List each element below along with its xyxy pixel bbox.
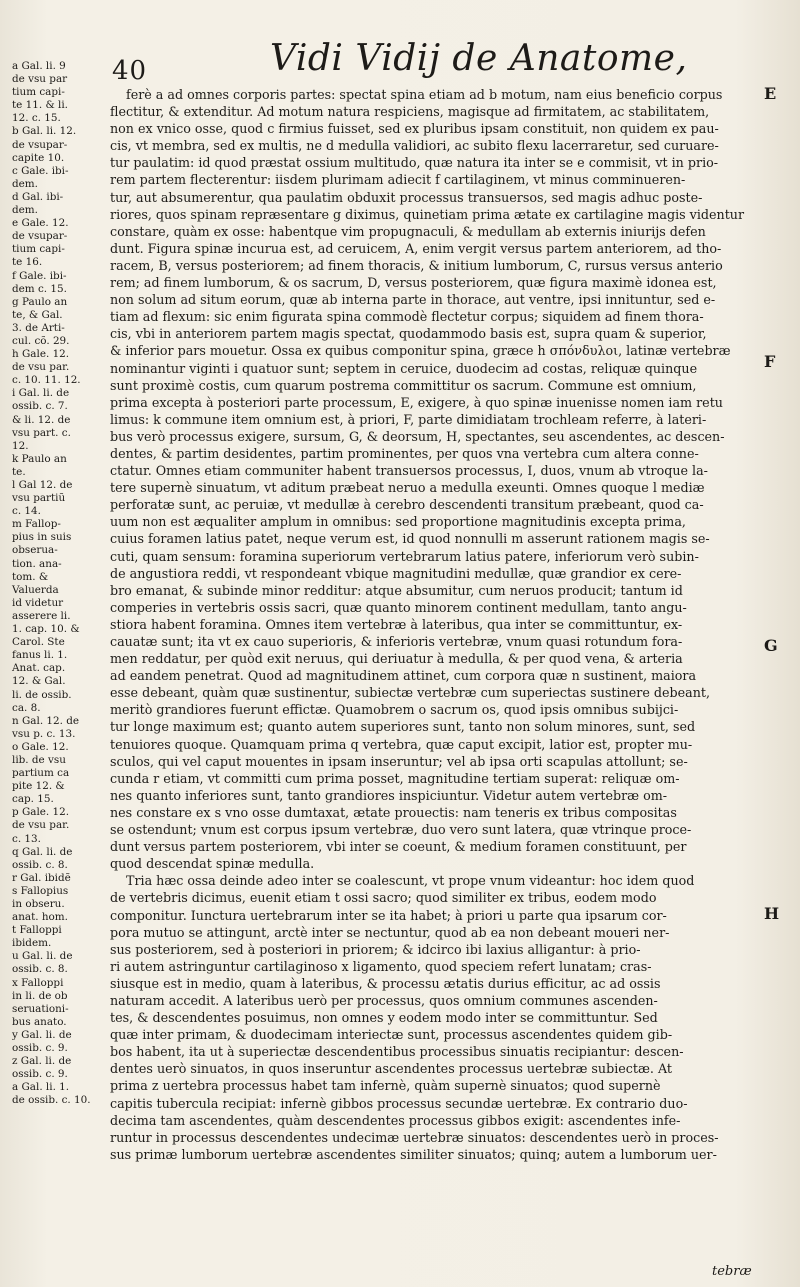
text-line: constare, quàm ex osse: habentque vim propugnaculi, & medullam ab externis iniurijs defen xyxy=(110,223,706,239)
margin-note-line: y Gal. li. de xyxy=(12,1028,72,1041)
text-line: sus posteriorem, sed à posteriori in priorem; & idcirco ibi laxius alligantur: à prio- xyxy=(110,941,641,957)
text-line: dentes uerò sinuatos, in quos inseruntur ascendentes processus uertebræ subiectæ. At xyxy=(110,1061,673,1077)
text-line: dentes, & partim desidentes, partim prominentes, per quos vna vertebra cum altera conne- xyxy=(110,445,699,461)
text-line: tur longe maximum est; quanto autem superiores sunt, tanto non solum minores, sunt, sed xyxy=(110,719,696,735)
margin-note-line: de vsu par. xyxy=(12,361,70,374)
margin-note-line: te 16. xyxy=(12,256,43,269)
text-line: nes constare ex s vno osse dumtaxat, ætate prouectis: nam teneris ex tribus compositas xyxy=(110,804,677,820)
margin-note-line: ossib. c. 7. xyxy=(12,400,68,413)
margin-note-line: 1. cap. 10. & xyxy=(12,623,80,636)
text-line: componitur. Iunctura uertebrarum inter se ita habet; à priori u parte qua ipsarum cor- xyxy=(110,907,667,923)
text-line: decima tam ascendentes, quàm descendentes processus gibbos exigit: ascendentes infe- xyxy=(110,1112,681,1128)
text-line: meritò grandiores fuerunt effictæ. Quamobrem o sacrum os, quod ipsis omnibus subijci- xyxy=(110,702,679,718)
margin-letter-h: H xyxy=(764,904,780,923)
left-margin-notes xyxy=(12,60,110,1108)
margin-note-line: de vsupar- xyxy=(12,230,68,243)
margin-note-line: bus anato. xyxy=(12,1015,67,1028)
margin-note-line: 12. c. 15. xyxy=(12,112,61,125)
text-line: non ex vnico osse, quod c firmius fuisset, sed ex pluribus ipsam constituit, non quidem ex pau- xyxy=(110,121,719,137)
margin-note-line: q Gal. li. de xyxy=(12,845,73,858)
margin-letter-f: F xyxy=(764,352,776,371)
text-line: ctatur. Omnes etiam communiter habent transuersos processus, I, duos, vnum ab vtroque la- xyxy=(110,463,708,479)
margin-note-line: cul. cõ. 29. xyxy=(12,334,70,347)
margin-note-line: ca. 8. xyxy=(12,701,41,714)
margin-note-line: g Paulo an xyxy=(12,295,68,308)
margin-note-line: tium capi- xyxy=(12,86,65,99)
text-line: siusque est in medio, quam à lateribus, & processu ætatis durius efficitur, ac ad ossis xyxy=(110,975,661,991)
margin-note-line: cap. 15. xyxy=(12,793,54,806)
margin-note-line: Carol. Ste xyxy=(12,636,65,649)
margin-note-line: c. 10. 11. 12. xyxy=(12,374,81,387)
text-line: pora mutuo se attingunt, arctè inter se nectuntur, quod ab ea non debeant moueri ner- xyxy=(110,924,670,940)
text-line: uum non est æqualiter amplum in omnibus: sed proportione magnitudinis excepta prima, xyxy=(110,514,686,530)
margin-note-line: te, & Gal. xyxy=(12,308,63,321)
margin-note-line: capite 10. xyxy=(12,151,65,164)
text-line: cis, vt membra, sed ex multis, ne d medulla validiori, ac subito flexu lacerraretur, sed curuare- xyxy=(110,138,719,154)
text-line: tur, aut absumerentur, qua paulatim obduxit processus transuersos, sed magis adhuc poste- xyxy=(110,189,703,205)
margin-note-line: fanus li. 1. xyxy=(12,649,68,662)
margin-note-line: i Gal. li. de xyxy=(12,387,70,400)
text-line: bro emanat, & subinde minor redditur: atque absumitur, cum neruos producit; tantum id xyxy=(110,582,683,598)
text-line: prima z uertebra processus habet tam infernè, quàm supernè sinuatos; quod supernè xyxy=(110,1078,661,1094)
margin-note-line: tium capi- xyxy=(12,243,65,256)
text-line: dunt versus partem posteriorem, vbi inter se coeunt, & medium foramen constituunt, per xyxy=(110,839,687,855)
margin-note-line: de ossib. c. 10. xyxy=(12,1094,91,1107)
main-text-block xyxy=(110,86,760,1163)
margin-note-line: dem. xyxy=(12,204,38,217)
text-line: rem partem flecterentur: iisdem plurimam adiecit f cartilaginem, vt minus comminueren- xyxy=(110,172,686,188)
text-line: esse debeant, quàm quæ sustinentur, subiectæ vertebræ cum superiectas sustinere debeant, xyxy=(110,685,710,701)
text-line: tes, & descendentes posuimus, non omnes y eodem modo inter se committuntur. Sed xyxy=(110,1010,658,1026)
margin-note-line: vsu part. c. xyxy=(12,426,71,439)
text-line: stiora habent foramina. Omnes item vertebræ à lateribus, qua inter se committuntur, ex- xyxy=(110,616,683,632)
margin-note-line: p Gale. 12. xyxy=(12,806,70,819)
margin-note-line: a Gal. li. 9 xyxy=(12,60,66,72)
text-line: naturam accedit. A lateribus uerò per processus, quos omnium communes ascenden- xyxy=(110,992,658,1008)
text-line: tere supernè sinuatum, vt aditum præbeat neruo a medulla exeunti. Omnes quoque l mediæ xyxy=(110,480,705,496)
text-line: quæ inter primam, & duodecimam interiectæ sunt, processus ascendentes quidem gib- xyxy=(110,1027,673,1043)
text-line: bos habent, ita ut à superiectæ descendentibus processibus sinuatis recipiantur: descen- xyxy=(110,1044,684,1060)
text-line: rem; ad finem lumborum, & os sacrum, D, versus posteriorem, quæ figura maximè idonea est, xyxy=(110,275,717,291)
margin-note-line: te 11. & li. xyxy=(12,99,68,112)
margin-note-line: Anat. cap. xyxy=(12,662,66,675)
margin-note-line: u Gal. li. de xyxy=(12,950,73,963)
text-line: sunt proximè costis, cum quarum postrema committitur os sacrum. Commune est omnium, xyxy=(110,377,697,393)
margin-note-line: k Paulo an xyxy=(12,452,67,465)
margin-note-line: seruationi- xyxy=(12,1002,69,1015)
margin-note-line: asserere li. xyxy=(12,609,71,622)
margin-note-line: c. 14. xyxy=(12,505,41,518)
text-line: cunda r etiam, vt committi cum prima posset, magnitudine tertiam superat: reliquæ om- xyxy=(110,770,680,786)
margin-note-line: & li. 12. de xyxy=(12,413,71,426)
text-line: dunt. Figura spinæ incurua est, ad ceruicem, A, enim vergit versus partem anteriorem, ad tho- xyxy=(110,240,722,256)
text-line: cuti, quam sensum: foramina superiorum vertebrarum latius patere, inferiorum verò subin- xyxy=(110,548,699,564)
text-line: tiam ad flexum: sic enim figurata spina commodè flectetur corpus; siquidem ad finem thora- xyxy=(110,309,704,325)
margin-note-line: te. xyxy=(12,465,26,478)
text-line: ri autem astringuntur cartilaginoso x ligamento, quod speciem refert lunatam; cras- xyxy=(110,958,652,974)
margin-note-line: d Gal. ibi- xyxy=(12,190,64,203)
margin-note-line: ossib. c. 9. xyxy=(12,1068,68,1081)
margin-note-line: h Gale. 12. xyxy=(12,348,70,361)
margin-note-line: id videtur xyxy=(12,596,64,609)
margin-note-line: obserua- xyxy=(12,544,58,557)
text-line: comperies in vertebris ossis sacri, quæ quanto minorem continent medullam, tanto angu- xyxy=(110,599,687,615)
text-line: flectitur, & extenditur. Ad motum natura respiciens, magisque ad firmitatem, ac stabilitatem, xyxy=(110,104,710,120)
text-line: non solum ad situm eorum, quæ ab interna parte in thorace, aut ventre, ipsi innituntur, sed e- xyxy=(110,292,716,308)
text-line: ad eandem penetrat. Quod ad magnitudinem attinet, cum corpora quæ n sustinent, maiora xyxy=(110,668,697,684)
text-line: de vertebris dicimus, euenit etiam t ossi sacro; quod similiter ex tribus, eodem modo xyxy=(110,890,657,906)
margin-note-line: z Gal. li. de xyxy=(12,1055,72,1068)
text-line: runtur in processus descendentes undecimæ uertebræ sinuatos: descendentes uerò in proces- xyxy=(110,1129,719,1145)
margin-note-line: vsu partiũ xyxy=(12,492,66,505)
margin-note-line: ossib. c. 9. xyxy=(12,1042,68,1055)
text-line: cuius foramen latius patet, neque verum est, id quod nonnulli m asserunt rationem magis se- xyxy=(110,531,710,547)
text-line: racem, B, versus posteriorem; ad finem thoracis, & initium lumborum, C, rursus versus anterio xyxy=(110,257,723,273)
text-line: men reddatur, per quòd exit neruus, qui deriuatur à medulla, & per quod vena, & arteria xyxy=(110,651,683,667)
margin-note-line: in li. de ob xyxy=(12,989,68,1002)
margin-note-line: x Falloppi xyxy=(12,976,64,989)
margin-note-line: m Fallop- xyxy=(12,518,61,531)
text-line: se ostendunt; vnum est corpus ipsum vertebræ, duo vero sunt latera, quæ vtrinque proce- xyxy=(110,822,692,838)
text-line: limus: k commune item omnium est, à priori, F, parte dimidiatam trochleam referre, à lateri- xyxy=(110,411,707,427)
margin-note-line: Valuerda xyxy=(12,583,59,596)
margin-note-line: partium ca xyxy=(12,767,70,780)
text-line: riores, quos spinam repræsentare g diximus, quinetiam prima ætate ex cartilagine magis videntur xyxy=(110,206,745,222)
text-line: quod descendat spinæ medulla. xyxy=(110,856,315,872)
text-line: Tria hæc ossa deinde adeo inter se coalescunt, vt prope vnum videantur: hoc idem quod xyxy=(126,873,695,889)
margin-note-line: ossib. c. 8. xyxy=(12,858,68,871)
margin-note-line: vsu p. c. 13. xyxy=(12,727,76,740)
page-number: 40 xyxy=(112,56,148,86)
text-line: bus verò processus exigere, sursum, G, & deorsum, H, spectantes, seu ascendentes, ac descen- xyxy=(110,428,725,444)
margin-note-line: tom. & xyxy=(12,570,49,583)
margin-letter-e: E xyxy=(764,84,777,103)
text-line: de angustiora reddi, vt respondeant vbique magnitudini medullæ, quæ grandior ex cere- xyxy=(110,565,682,581)
margin-note-line: t Falloppi xyxy=(12,924,62,937)
margin-note-line: n Gal. 12. de xyxy=(12,714,80,727)
text-line: ferè a ad omnes corporis partes: spectat spina etiam ad b motum, nam eius beneficio corpus xyxy=(126,87,723,102)
margin-note-line: de vsu par. xyxy=(12,819,70,832)
margin-note-line: o Gale. 12. xyxy=(12,740,69,753)
margin-note-line: pite 12. & xyxy=(12,780,65,793)
margin-note-line: li. de ossib. xyxy=(12,688,72,701)
margin-note-line: de vsupar- xyxy=(12,138,68,151)
margin-note-line: a Gal. li. 1. xyxy=(12,1081,70,1094)
margin-note-line: lib. de vsu xyxy=(12,753,66,766)
text-line: prima excepta à posteriori parte processum, E, exigere, à quo spinæ inuenisse nomen iam retu xyxy=(110,394,723,410)
margin-note-line: r Gal. ibidẽ xyxy=(12,871,71,884)
margin-letter-g: G xyxy=(764,636,778,655)
margin-note-line: 3. de Arti- xyxy=(12,321,65,334)
text-line: & inferior pars mouetur. Ossa ex quibus componitur spina, græce h σπόνδυλοι, latinæ vertebræ xyxy=(110,343,731,359)
catchword: tebræ xyxy=(712,1264,752,1279)
margin-note-line: b Gal. li. 12. xyxy=(12,125,77,138)
margin-note-line: c. 13. xyxy=(12,832,41,845)
margin-note-line: de vsu par xyxy=(12,73,68,86)
text-line: sculos, qui vel caput mouentes in ipsam inseruntur; vel ab ipsa orti scapulas attollunt; se- xyxy=(110,753,688,769)
margin-note-line: dem. xyxy=(12,177,38,190)
margin-note-line: c Gale. ibi- xyxy=(12,164,69,177)
margin-note-line: 12. & Gal. xyxy=(12,675,66,688)
text-line: tenuiores quoque. Quamquam prima q vertebra, quæ caput excipit, latior est, propter mu- xyxy=(110,736,693,752)
margin-note-line: s Fallopius xyxy=(12,884,69,897)
text-line: nes quanto inferiores sunt, tanto grandiores inspiciuntur. Videtur autem vertebræ om- xyxy=(110,787,668,803)
text-line: nominantur viginti i quatuor sunt; septem in ceruice, duodecim ad costas, reliquæ quinque xyxy=(110,360,698,376)
margin-note-line: dem c. 15. xyxy=(12,282,67,295)
margin-note-line: f Gale. ibi- xyxy=(12,269,67,282)
text-line: cauatæ sunt; ita vt ex cauo superioris, & inferioris vertebræ, vnum quasi rotundum fora- xyxy=(110,634,683,649)
margin-note-line: 12. xyxy=(12,439,29,452)
margin-note-line: tion. ana- xyxy=(12,557,62,570)
text-line: cis, vbi in anteriorem partem magis spectat, quodammodo basis est, supra quam & superior, xyxy=(110,326,707,342)
text-line: sus primæ lumborum uertebræ ascendentes similiter sinuatos; quinq; autem a lumborum uer- xyxy=(110,1146,717,1162)
text-line: tur paulatim: id quod præstat ossium multitudo, quæ natura ita inter se e commisit, vt in prio- xyxy=(110,155,719,171)
margin-note-line: ibidem. xyxy=(12,937,52,950)
text-line: perforatæ sunt, ac peruiæ, vt medullæ à cerebro descendenti transitum præbeant, quod ca- xyxy=(110,497,704,513)
margin-note-line: e Gale. 12. xyxy=(12,217,69,230)
margin-note-line: anat. hom. xyxy=(12,911,68,924)
running-title: Vidi Vidij de Anatome, xyxy=(270,38,688,79)
margin-note-line: l Gal 12. de xyxy=(12,479,73,491)
margin-note-line: pius in suis xyxy=(12,531,72,544)
margin-note-line: ossib. c. 8. xyxy=(12,963,68,976)
margin-note-line: in obseru. xyxy=(12,898,65,910)
text-line: capitis tubercula recipiat: infernè gibbos processus secundæ uertebræ. Ex contrario duo- xyxy=(110,1095,688,1111)
